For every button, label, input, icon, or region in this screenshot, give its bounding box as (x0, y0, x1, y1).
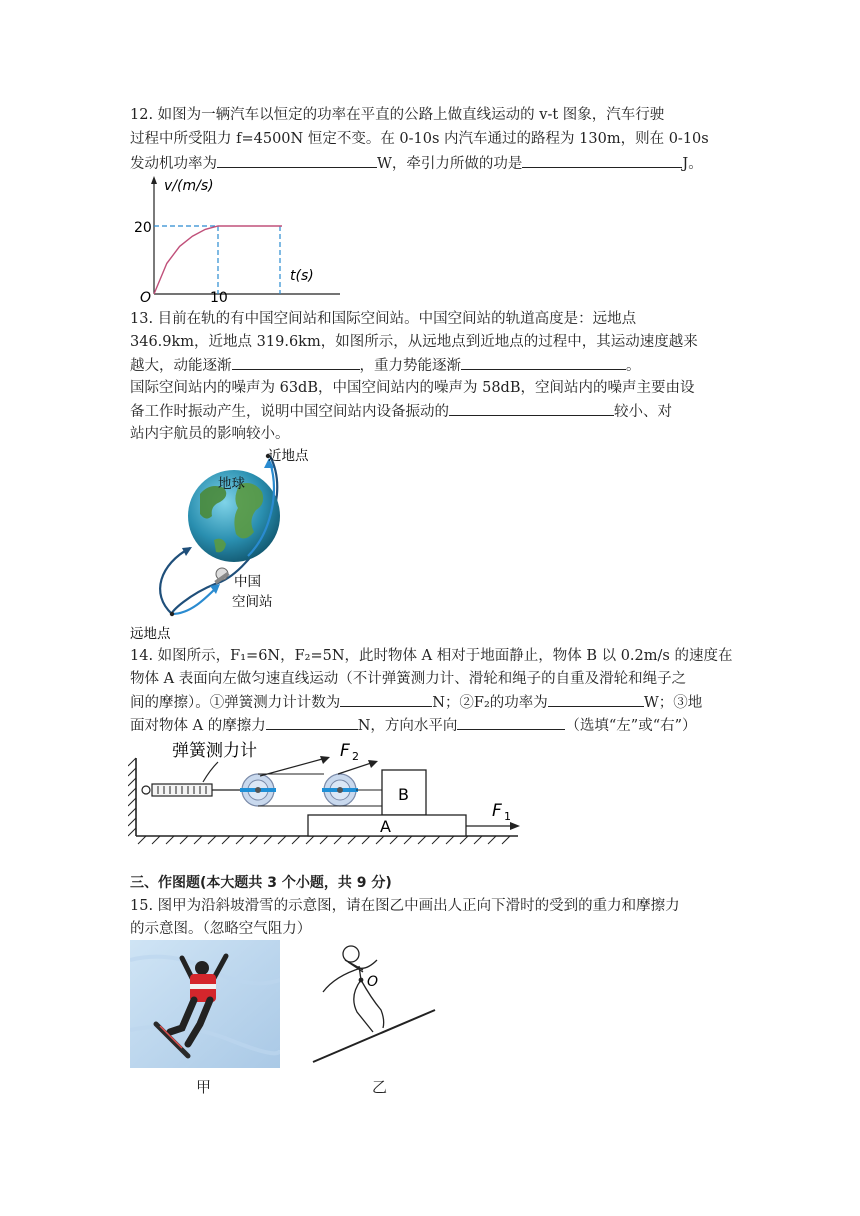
q14-line2: 物体 A 表面向左做匀速直线运动（不计弹簧测力计、滑轮和绳子的自重及滑轮和绳子之 (130, 671, 687, 687)
f2-label: F (340, 741, 350, 761)
q14-blank-power[interactable] (548, 691, 644, 707)
q13-text-b: ，重力势能逐渐 (359, 358, 461, 374)
spring-pointer-line (203, 762, 218, 782)
apogee-point (170, 612, 174, 616)
station-label-1: 中国 (234, 574, 261, 590)
pulley-right (322, 774, 358, 806)
q12-text-b: W，牵引力所做的功是 (377, 156, 523, 172)
x-tick-10: 10 (210, 290, 228, 304)
q14-text-c: W；③地 (643, 695, 703, 711)
q12-line3 (130, 152, 703, 175)
q13-text-d: 备工作时振动产生，说明中国空间站内设备振动的 (130, 404, 449, 420)
f1-label: F (492, 801, 502, 821)
q14-text-f: （选填“左”或“右”） (565, 718, 697, 734)
y-tick-20: 20 (134, 220, 152, 236)
q12-blank-power[interactable] (217, 152, 377, 168)
f2-arrow-1 (260, 758, 326, 776)
f2-subscript: 2 (352, 750, 359, 763)
q12-line2: 过程中所受阻力 f=4500N 恒定不变。在 0-10s 内汽车通过的路程为 130m，则在 0-10s (130, 131, 709, 147)
q14-text-a: 间的摩擦）。①弹簧测力计计数为 (130, 695, 341, 711)
origin-label: O (140, 290, 152, 304)
earth-label: 地球 (218, 476, 245, 492)
vt-graph (130, 174, 360, 304)
point-o (359, 978, 364, 983)
spring-balance (142, 784, 212, 796)
y-axis-arrow (151, 176, 157, 184)
q12-line1: 12. 如图为一辆汽车以恒定的功率在平直的公路上做直线运动的 v-t 图象，汽车行驶 (130, 107, 665, 123)
q13-blank-amplitude[interactable] (449, 400, 614, 416)
q13-line1: 13. 目前在轨的有中国空间站和国际空间站。中国空间站的轨道高度是：远地点 (130, 311, 637, 327)
q12-text-a: 发动机功率为 (130, 156, 217, 172)
q14-blank-reading[interactable] (340, 691, 432, 707)
q13-line4: 国际空间站内的噪声为 63dB，中国空间站内的噪声为 58dB，空间站内的噪声主要由设 (130, 380, 695, 396)
q13-text-a: 越大，动能逐渐 (130, 358, 232, 374)
y-axis-label: v/(m/s) (164, 178, 214, 194)
section-heading: 三、作图题(本大题共 3 个小题，共 9 分) (130, 875, 392, 891)
spring-balance-label: 弹簧测力计 (172, 741, 257, 761)
f1-subscript: 1 (504, 810, 511, 823)
q15-line2: 的示意图。（忽略空气阻力） (130, 921, 312, 937)
q13-text-e: 较小、对 (614, 404, 672, 420)
perigee-label: 近地点 (268, 448, 309, 464)
orbit-figure (130, 444, 350, 644)
q13-blank-kinetic[interactable] (232, 354, 360, 370)
apogee-label: 远地点 (130, 626, 171, 642)
q13-line5 (130, 400, 672, 423)
q14-text-d: 面对物体 A 的摩擦力 (130, 718, 266, 734)
slope-line (313, 1010, 435, 1062)
q14-text-b: N；②F₂的功率为 (432, 695, 548, 711)
block-b-label: B (398, 785, 409, 804)
block-a-label: A (380, 817, 391, 836)
pulley-figure (128, 734, 528, 848)
pulley-left (240, 774, 276, 806)
q13-text-c: 。 (626, 358, 641, 374)
q14-line1: 14. 如图所示，F₁=6N，F₂=5N，此时物体 A 相对于地面静止，物体 B 以 0.2m/s 的速度在 (130, 648, 733, 664)
label-yi: 乙 (372, 1078, 388, 1096)
label-jia: 甲 (196, 1078, 212, 1096)
x-axis-label: t(s) (290, 268, 314, 284)
q12-blank-work[interactable] (522, 152, 682, 168)
q12-text-c: J。 (682, 156, 703, 172)
station-label-2: 空间站 (232, 594, 273, 610)
q14-line3 (130, 691, 702, 714)
f2-arrow-2 (338, 762, 374, 774)
q14-blank-friction[interactable] (266, 714, 358, 730)
q13-blank-potential[interactable] (461, 354, 626, 370)
orbit-front-left (160, 548, 190, 614)
skier-photo (130, 940, 280, 1068)
skier-diagram (305, 940, 445, 1068)
q13-line3 (130, 354, 641, 377)
q15-line1: 15. 图甲为沿斜坡滑雪的示意图，请在图乙中画出人正向下滑时的受到的重力和摩擦力 (130, 898, 680, 914)
q14-text-e: N，方向水平向 (357, 718, 458, 734)
orbit-front-right (172, 586, 218, 614)
q14-blank-direction[interactable] (457, 714, 565, 730)
q13-line6: 站内宇航员的影响较小。 (130, 426, 290, 442)
q13-line2: 346.9km，近地点 319.6km，如图所示，从远地点到近地点的过程中，其运动速度越来 (130, 334, 698, 350)
point-o-label: O (367, 974, 379, 990)
